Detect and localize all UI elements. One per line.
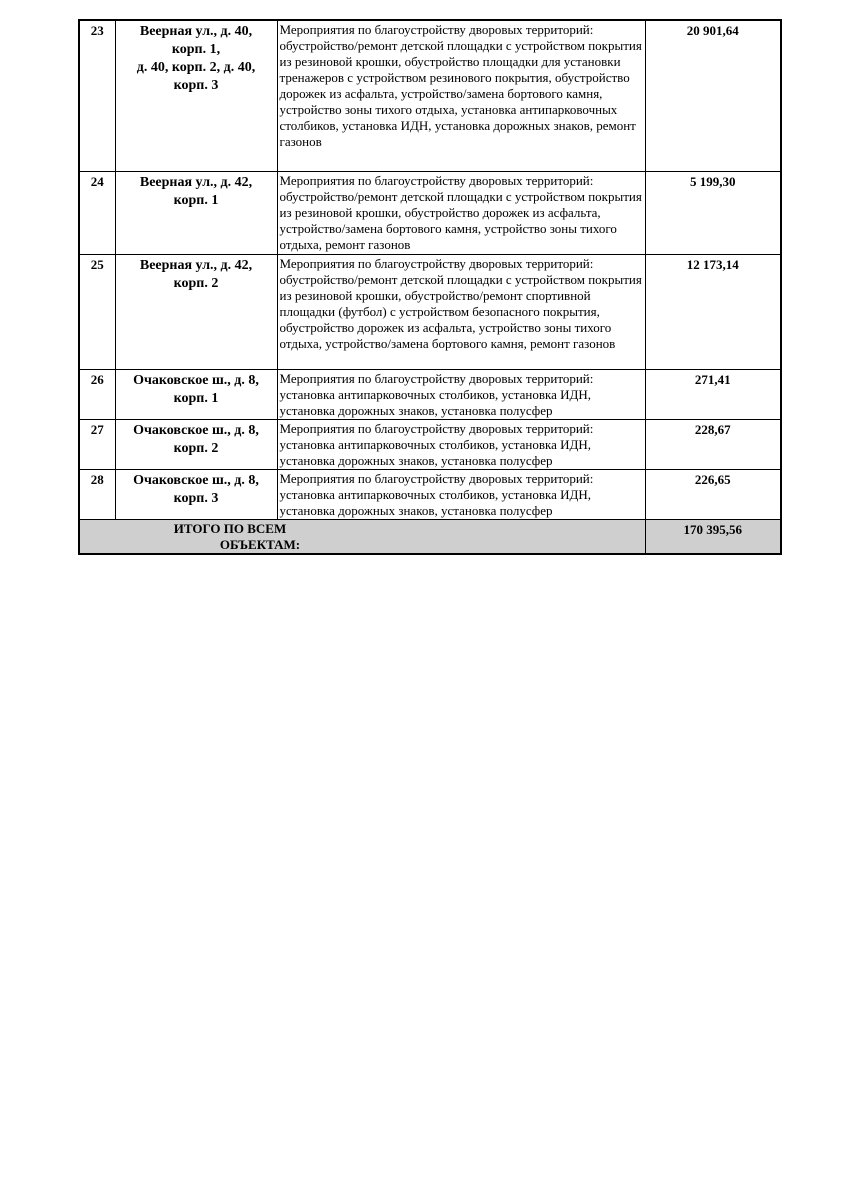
table-row xyxy=(79,419,781,469)
row-description: Мероприятия по благоустройству дворовых территорий: установка антипарковочных столбиков, установка ИДН, установка дорожных знаков, установка полусфер xyxy=(277,469,645,519)
row-description: Мероприятия по благоустройству дворовых территорий: обустройство/ремонт детской площадки с устройством покрытия из резиновой крошки, обустройство/ремонт спортивной площадки (футбол) с устройством безопасного покрытия, обустройство дорожек из асфальта, устройство зоны тихого отдыха, устройство/замена бортового камня, ремонт газонов xyxy=(277,254,645,369)
row-address xyxy=(115,171,277,254)
table-row xyxy=(79,369,781,419)
total-label-line: ИТОГО ПО ВСЕМ xyxy=(173,520,287,536)
address-line: д. 40, корп. 2, д. 40, xyxy=(136,60,256,75)
address-line: Очаковское ш., д. 8, xyxy=(133,422,259,438)
row-number: 28 xyxy=(79,469,115,519)
total-label xyxy=(79,519,645,554)
row-amount: 271,41 xyxy=(645,369,781,419)
objects-table xyxy=(78,19,782,555)
row-description: Мероприятия по благоустройству дворовых территорий: обустройство/ремонт детской площадки с устройством покрытия из резиновой крошки, обустройство площадки для установки тренажеров с устройством резинового покрытия, обустройство дорожек из асфальта, устройство/замена бортового камня, устройство зоны тихого отдыха, установка антипарковочных столбиков, установка ИДН, установка дорожных знаков, ремонт газонов xyxy=(277,20,645,171)
table-row xyxy=(79,171,781,254)
row-address xyxy=(115,369,277,419)
address-line: Веерная ул., д. 42, xyxy=(139,257,253,273)
row-number: 26 xyxy=(79,369,115,419)
address-line: корп. 1 xyxy=(173,192,219,208)
address-line: корп. 2 xyxy=(173,275,219,291)
address-line: корп. 1 xyxy=(173,390,219,406)
row-number: 25 xyxy=(79,254,115,369)
row-amount: 228,67 xyxy=(645,419,781,469)
total-row xyxy=(79,519,781,554)
row-description: Мероприятия по благоустройству дворовых территорий: обустройство/ремонт детской площадки с устройством покрытия из резиновой крошки, обустройство дорожек из асфальта, устройство/замена бортового камня, устройство зоны тихого отдыха, ремонт газонов xyxy=(277,171,645,254)
address-line: Веерная ул., д. 40, xyxy=(139,24,253,39)
address-line: корп. 1, xyxy=(171,42,221,57)
row-address xyxy=(115,254,277,369)
address-line: Очаковское ш., д. 8, xyxy=(133,372,259,388)
objects-table-body xyxy=(79,20,781,554)
row-amount: 20 901,64 xyxy=(645,20,781,171)
total-amount: 170 395,56 xyxy=(645,519,781,554)
row-address xyxy=(115,469,277,519)
row-amount: 12 173,14 xyxy=(645,254,781,369)
total-label-text xyxy=(80,521,380,553)
row-amount: 226,65 xyxy=(645,469,781,519)
row-description: Мероприятия по благоустройству дворовых территорий: установка антипарковочных столбиков, установка ИДН, установка дорожных знаков, установка полусфер xyxy=(277,419,645,469)
table-row xyxy=(79,469,781,519)
total-label-line: ОБЪЕКТАМ: xyxy=(219,536,301,552)
row-address xyxy=(115,20,277,171)
row-amount: 5 199,30 xyxy=(645,171,781,254)
address-line: корп. 3 xyxy=(173,78,219,93)
address-line: Веерная ул., д. 42, xyxy=(139,174,253,190)
row-description: Мероприятия по благоустройству дворовых территорий: установка антипарковочных столбиков, установка ИДН, установка дорожных знаков, установка полусфер xyxy=(277,369,645,419)
address-line: корп. 2 xyxy=(173,440,219,456)
table-row xyxy=(79,254,781,369)
row-number: 23 xyxy=(79,20,115,171)
table-row xyxy=(79,20,781,171)
address-line: Очаковское ш., д. 8, xyxy=(133,472,259,488)
row-number: 27 xyxy=(79,419,115,469)
row-address xyxy=(115,419,277,469)
address-line: корп. 3 xyxy=(173,490,219,506)
row-number: 24 xyxy=(79,171,115,254)
